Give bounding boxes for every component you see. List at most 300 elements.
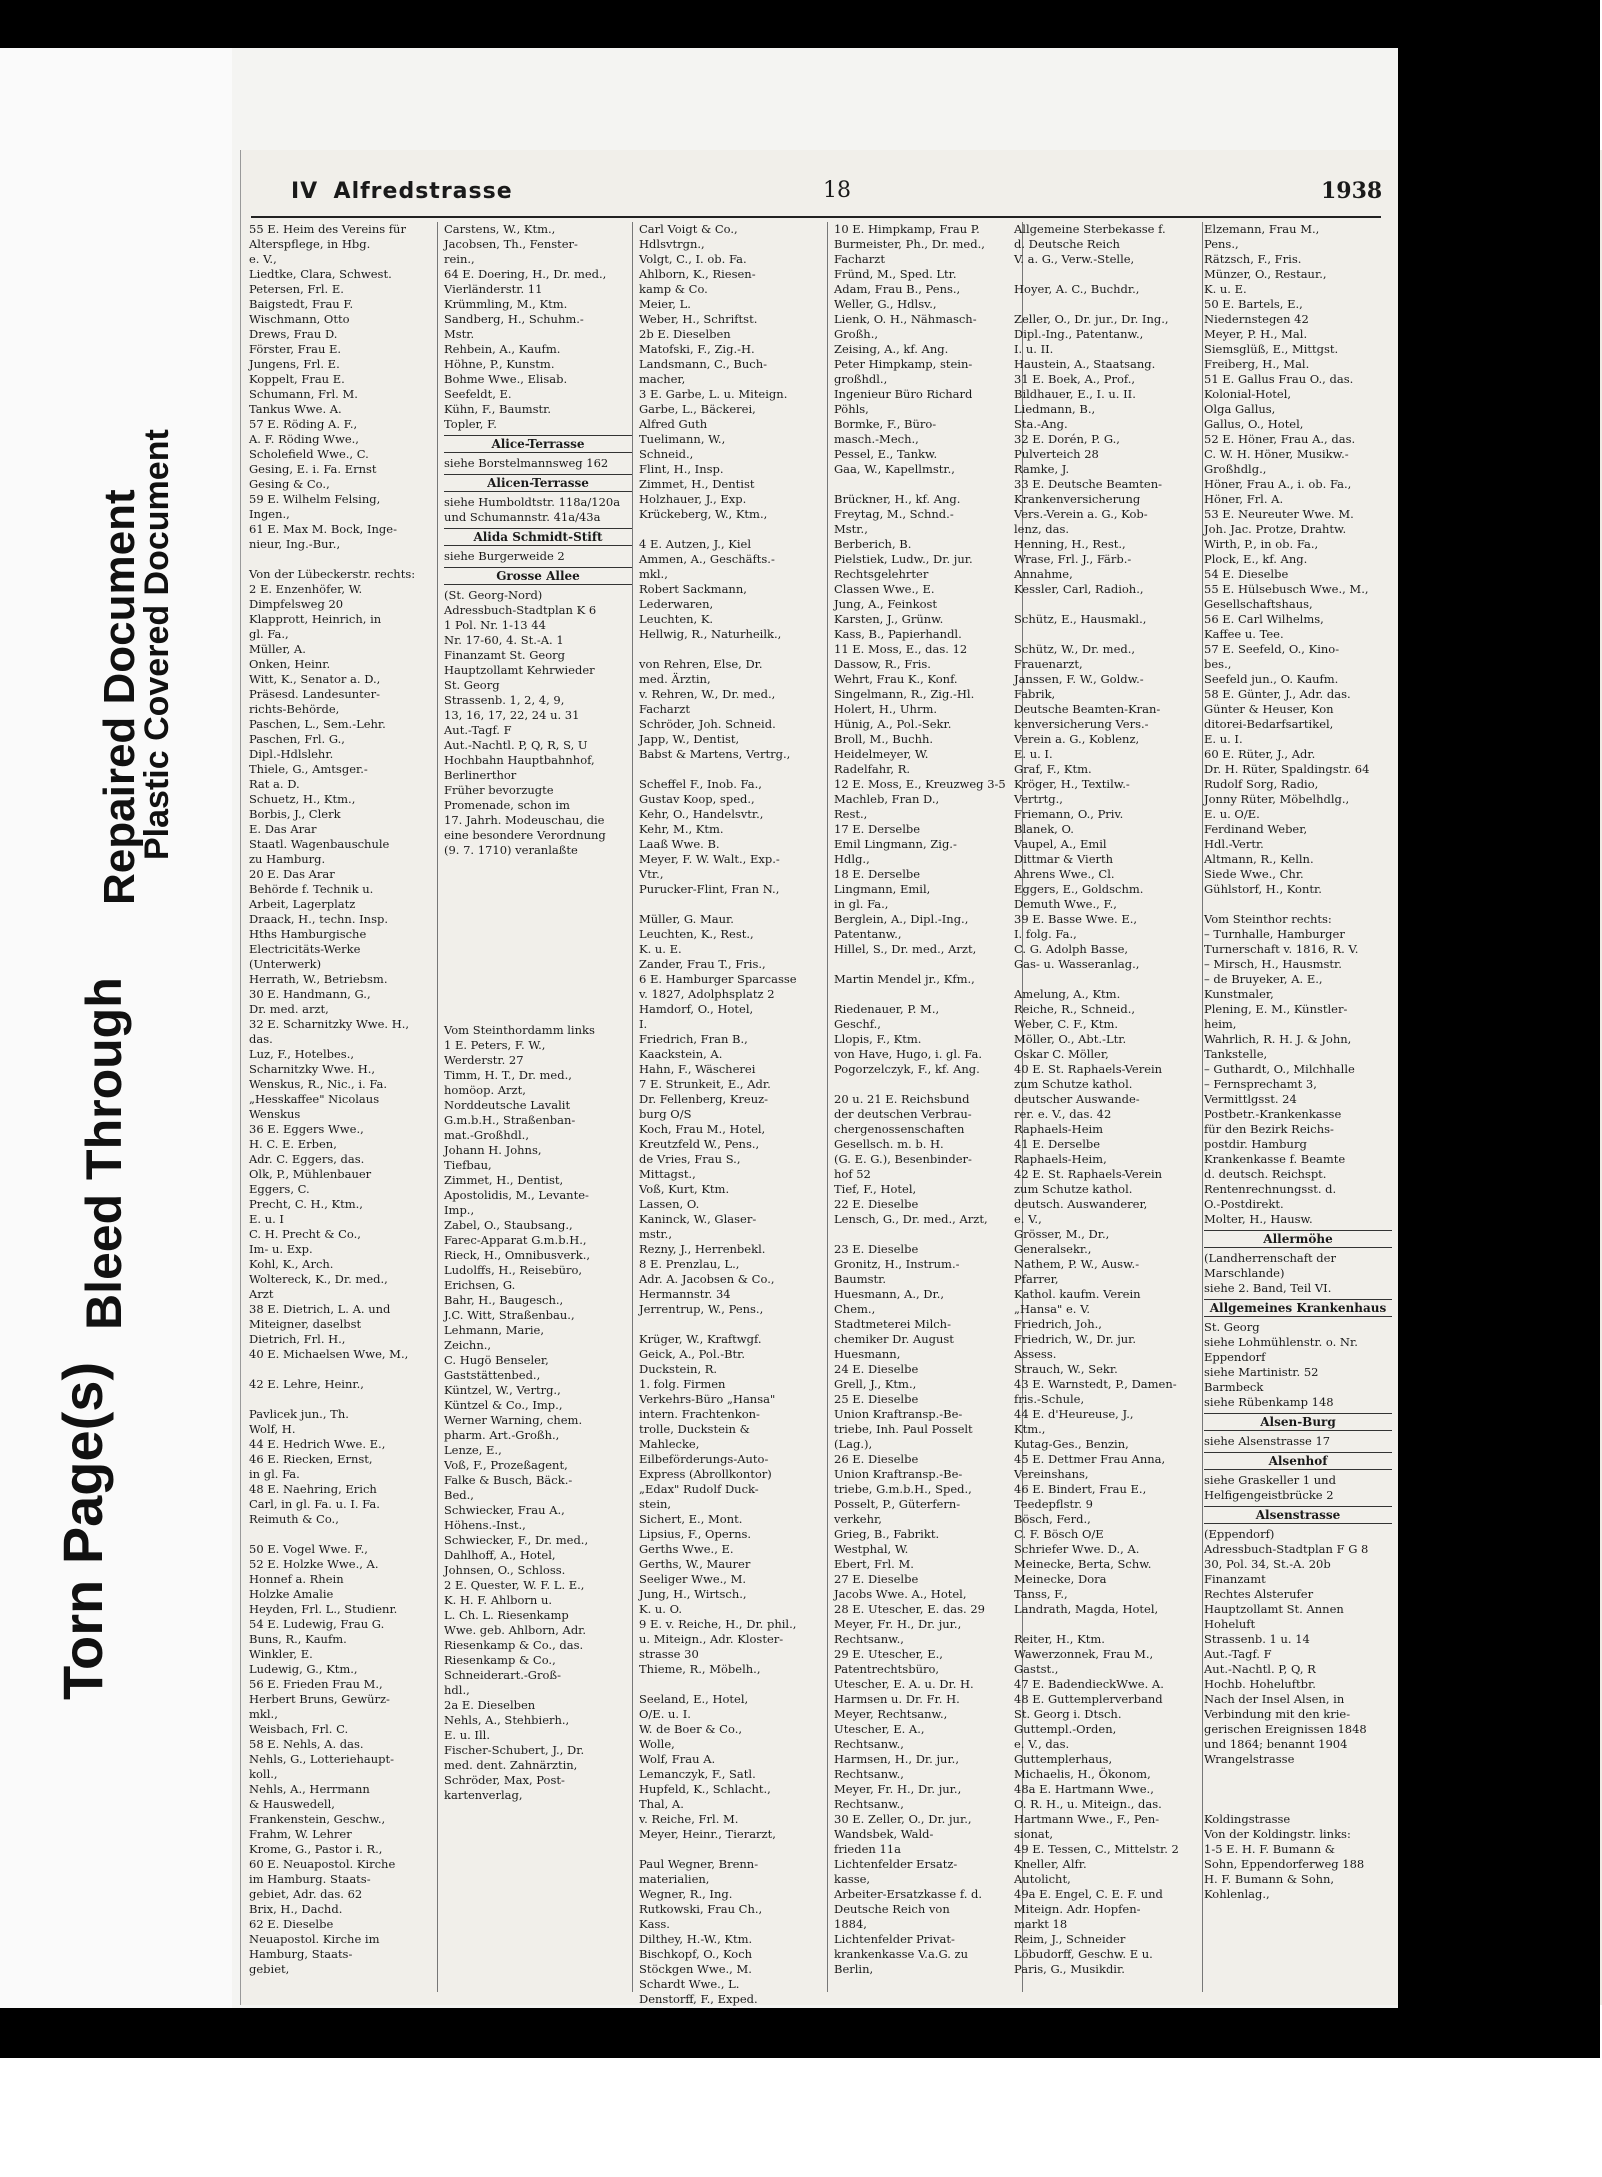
directory-entry: Nach der Insel Alsen, in xyxy=(1204,1692,1345,1706)
directory-entry: Seeland, E., Hotel, xyxy=(639,1692,749,1706)
directory-entry: Facharzt xyxy=(639,702,690,716)
directory-entry: Joh. Jac. Protze, Drahtw. xyxy=(1204,522,1347,536)
directory-entry: Onken, Heinr. xyxy=(249,657,331,671)
directory-entry: Altmann, R., Kelln. xyxy=(1204,852,1314,866)
directory-entry: Möller, O., Abt.-Ltr. xyxy=(1014,1032,1127,1046)
directory-entry xyxy=(1204,897,1392,912)
directory-entry: Paris, G., Musikdir. xyxy=(1014,1962,1125,1976)
directory-entry: Autolicht, xyxy=(1014,1872,1071,1886)
directory-entry: 29 E. Utescher, E., xyxy=(834,1647,943,1661)
directory-entry: „Edax" Rudolf Duck- xyxy=(639,1482,759,1496)
directory-entry: Norddeutsche Lavalit xyxy=(444,1098,571,1112)
directory-entry: K. H. F. Ahlborn u. xyxy=(444,1593,553,1607)
directory-entry: richts-Behörde, xyxy=(249,702,340,716)
directory-entry: Meyer, Heinr., Tierarzt, xyxy=(639,1827,776,1841)
directory-entry: Rechtsanw., xyxy=(834,1632,904,1646)
column-6 xyxy=(1204,222,1392,1992)
directory-entry: Vers.-Verein a. G., Kob- xyxy=(1014,507,1148,521)
directory-entry: Kutag-Ges., Benzin, xyxy=(1014,1437,1129,1451)
directory-entry: (9. 7. 1710) veranlaßte xyxy=(444,843,578,857)
directory-entry: (Lag.), xyxy=(834,1437,873,1451)
directory-entry: 23 E. Dieselbe xyxy=(834,1242,919,1256)
directory-entry: Utescher, E. A., xyxy=(834,1722,925,1736)
directory-entry: 30, Pol. 34, St.-A. 20b xyxy=(1204,1557,1331,1571)
directory-entry: d. Deutsche Reich xyxy=(1014,237,1120,251)
directory-entry: Annahme, xyxy=(1014,567,1073,581)
directory-entry: Schriefer Wwe. D., A. xyxy=(1014,1542,1140,1556)
directory-entry: Grösser, M., Dr., xyxy=(1014,1227,1110,1241)
directory-entry: Lemanczyk, F., Satl. xyxy=(639,1767,756,1781)
directory-entry: Arbeit, Lagerplatz xyxy=(249,897,356,911)
directory-entry: – Fernsprechamt 3, xyxy=(1204,1077,1317,1091)
directory-entry: Hoheluft xyxy=(1204,1617,1256,1631)
directory-entry: Oskar C. Möller, xyxy=(1014,1047,1109,1061)
directory-entry xyxy=(639,642,827,657)
directory-entry: 36 E. Eggers Wwe., xyxy=(249,1122,364,1136)
directory-entry: Jacobs Wwe. A., Hotel, xyxy=(834,1587,967,1601)
directory-entry: Zander, Frau T., Fris., xyxy=(639,957,766,971)
directory-entry: Promenade, schon im xyxy=(444,798,570,812)
directory-entry: Bildhauer, E., I. u. II. xyxy=(1014,387,1136,401)
directory-entry: Krückeberg, W., Ktm., xyxy=(639,507,768,521)
directory-entry: 28 E. Utescher, E. das. 29 xyxy=(834,1602,985,1616)
directory-entry: 2 E. Enzenhöfer, W. xyxy=(249,582,363,596)
directory-entry: 33 E. Deutsche Beamten- xyxy=(1014,477,1162,491)
label-torn-pages: Torn Page(s) xyxy=(51,1361,114,1700)
directory-entry: Pessel, E., Tankw. xyxy=(834,447,938,461)
directory-entry: Reim, J., Schneider xyxy=(1014,1932,1126,1946)
directory-entry: burg O/S xyxy=(639,1107,692,1121)
directory-entry: Hths Hamburgische xyxy=(249,927,367,941)
directory-entry: siehe Graskeller 1 und xyxy=(1204,1473,1336,1487)
directory-entry: Hdl.-Vertr. xyxy=(1204,837,1264,851)
page-number: 18 xyxy=(823,178,851,203)
directory-entry: Friedrich, Joh., xyxy=(1014,1317,1102,1331)
directory-entry: Strauch, W., Sekr. xyxy=(1014,1362,1118,1376)
directory-entry: Rechtsanw., xyxy=(834,1797,904,1811)
directory-entry: Guttempl.-Orden, xyxy=(1014,1722,1117,1736)
directory-entry: 60 E. Neuapostol. Kirche xyxy=(249,1857,396,1871)
directory-entry: Holzke Amalie xyxy=(249,1587,334,1601)
directory-entry: de Vries, Frau S., xyxy=(639,1152,741,1166)
directory-entry: Wolf, Frau A. xyxy=(639,1752,716,1766)
directory-entry: gebiet, Adr. das. 62 xyxy=(249,1887,363,1901)
directory-entry: 27 E. Dieselbe xyxy=(834,1572,919,1586)
directory-entry: 64 E. Doering, H., Dr. med., xyxy=(444,267,607,281)
directory-entry: Zabel, O., Staubsang., xyxy=(444,1218,573,1232)
directory-entry xyxy=(444,858,632,873)
directory-entry: Broll, M., Buchh. xyxy=(834,732,934,746)
directory-entry: koll., xyxy=(249,1767,278,1781)
directory-entry: Adressbuch-Stadtplan K 6 xyxy=(444,603,597,617)
directory-entry: Babst & Martens, Vertrg., xyxy=(639,747,791,761)
directory-entry: Hauptzollamt Kehrwieder xyxy=(444,663,595,677)
directory-entry: Müller, G. Maur. xyxy=(639,912,734,926)
directory-entry: Ahlborn, K., Riesen- xyxy=(639,267,756,281)
directory-entry: Strassenb. 1 u. 14 xyxy=(1204,1632,1310,1646)
column-2 xyxy=(444,222,633,1992)
directory-entry: O. R. H., u. Miteign., das. xyxy=(1014,1797,1162,1811)
directory-entry: Vierländerstr. 11 xyxy=(444,282,543,296)
directory-entry: Reiche, R., Schneid., xyxy=(1014,1002,1136,1016)
page-year: 1938 xyxy=(1321,178,1383,204)
directory-entry: Aut.-Tagf. F xyxy=(1204,1647,1272,1661)
directory-entry: Liedmann, B., xyxy=(1014,402,1096,416)
directory-entry: Küntzel & Co., Imp., xyxy=(444,1398,563,1412)
directory-entry: 24 E. Dieselbe xyxy=(834,1362,919,1376)
directory-entry: Postbetr.-Krankenkasse xyxy=(1204,1107,1342,1121)
directory-entry: C. H. Precht & Co., xyxy=(249,1227,361,1241)
directory-entry: 38 E. Dietrich, L. A. und xyxy=(249,1302,391,1316)
directory-entry: 56 E. Frieden Frau M., xyxy=(249,1677,383,1691)
directory-entry: Hünig, A., Pol.-Sekr. xyxy=(834,717,952,731)
directory-entry: Olga Gallus, xyxy=(1204,402,1276,416)
directory-entry: Meinecke, Dora xyxy=(1014,1572,1107,1586)
directory-entry: Frahm, W. Lehrer xyxy=(249,1827,352,1841)
directory-entry: Von der Lübeckerstr. rechts: xyxy=(249,567,416,581)
directory-entry: Löbudorff, Geschw. E u. xyxy=(1014,1947,1153,1961)
directory-entry: 60 E. Rüter, J., Adr. xyxy=(1204,747,1316,761)
directory-entry: Martin Mendel jr., Kfm., xyxy=(834,972,975,986)
directory-entry xyxy=(1014,1617,1202,1632)
directory-entry: 17. Jahrh. Modeuschau, die xyxy=(444,813,605,827)
directory-entry: Gerths, W., Maurer xyxy=(639,1557,751,1571)
directory-entry: Tiefbau, xyxy=(444,1158,492,1172)
directory-entry: Friedrich, Fran B., xyxy=(639,1032,748,1046)
directory-entry: Schuetz, H., Ktm., xyxy=(249,792,356,806)
directory-entry: Berglein, A., Dipl.-Ing., xyxy=(834,912,969,926)
directory-entry: Geick, A., Pol.-Btr. xyxy=(639,1347,746,1361)
directory-entry: Jerrentrup, W., Pens., xyxy=(639,1302,764,1316)
directory-entry: Express (Abrollkontor) xyxy=(639,1467,772,1481)
directory-entry: Janssen, F. W., Goldw.- xyxy=(1014,672,1144,686)
directory-entry: 40 E. Michaelsen Wwe, M., xyxy=(249,1347,409,1361)
directory-entry: Union Kraftransp.-Be- xyxy=(834,1467,963,1481)
directory-entry: Lipsius, F., Operns. xyxy=(639,1527,752,1541)
directory-entry: Kohl, K., Arch. xyxy=(249,1257,334,1271)
directory-entry: Riesenkamp & Co., das. xyxy=(444,1638,584,1652)
column-4 xyxy=(834,222,1023,1992)
directory-entry: Wolf, H. xyxy=(249,1422,296,1436)
directory-entry: Baigstedt, Frau F. xyxy=(249,297,354,311)
directory-entry: 1 E. Peters, F. W., xyxy=(444,1038,546,1052)
directory-entry: – de Bruyeker, A. E., xyxy=(1204,972,1323,986)
directory-entry: Heyden, Frl. L., Studienr. xyxy=(249,1602,398,1616)
directory-entry: für den Bezirk Reichs- xyxy=(1204,1122,1334,1136)
directory-entry: Drews, Frau D. xyxy=(249,327,338,341)
directory-entry: 20 u. 21 E. Reichsbund xyxy=(834,1092,970,1106)
directory-entry: 44 E. Hedrich Wwe. E., xyxy=(249,1437,386,1451)
directory-entry: Harmsen, H., Dr. jur., xyxy=(834,1752,959,1766)
directory-entry: Bösch, Ferd., xyxy=(1014,1512,1091,1526)
directory-entry: Guttemplerhaus, xyxy=(1014,1752,1113,1766)
directory-entry: Apostolidis, M., Levante- xyxy=(444,1188,589,1202)
directory-entry: Scheffel F., Inob. Fa., xyxy=(639,777,762,791)
directory-entry: Zimmet, H., Dentist, xyxy=(444,1173,564,1187)
directory-entry: kasse, xyxy=(834,1872,871,1886)
directory-entry: Michaelis, H., Ökonom, xyxy=(1014,1767,1151,1781)
directory-entry: Werner Warning, chem. xyxy=(444,1413,583,1427)
directory-entry: E. u. Ill. xyxy=(444,1728,490,1742)
header-rule xyxy=(251,216,1381,218)
directory-entry: Hillel, S., Dr. med., Arzt, xyxy=(834,942,977,956)
directory-entry: Krankenkasse f. Beamte xyxy=(1204,1152,1346,1166)
directory-entry: siehe Rübenkamp 148 xyxy=(1204,1395,1334,1409)
directory-entry: Krüger, W., Kraftwgf. xyxy=(639,1332,762,1346)
directory-entry: heim, xyxy=(1204,1017,1237,1031)
directory-entry: deutscher Auswande- xyxy=(1014,1092,1140,1106)
scan-border-top xyxy=(0,0,1600,48)
directory-entry: Dassow, R., Fris. xyxy=(834,657,931,671)
directory-entry: Von der Koldingstr. links: xyxy=(1204,1827,1351,1841)
directory-entry: Carstens, W., Ktm., xyxy=(444,222,556,236)
directory-entry: Erichsen, G. xyxy=(444,1278,516,1292)
directory-entry: Arzt xyxy=(249,1287,274,1301)
directory-entry: Rieck, H., Omnibusverk., xyxy=(444,1248,591,1262)
directory-entry: Meier, L. xyxy=(639,297,691,311)
directory-entry: Fabrik, xyxy=(1014,687,1056,701)
directory-entry: Meinecke, Berta, Schw. xyxy=(1014,1557,1152,1571)
directory-entry: Bormke, F., Büro- xyxy=(834,417,937,431)
directory-entry: Kröger, H., Textilw.- xyxy=(1014,777,1130,791)
directory-entry: Raphaels-Heim, xyxy=(1014,1152,1107,1166)
directory-entry: Eggers, E., Goldschm. xyxy=(1014,882,1144,896)
directory-entry: Jonny Rüter, Möbelhdlg., xyxy=(1204,792,1350,806)
directory-entry: 1. folg. Firmen xyxy=(639,1377,726,1391)
directory-entry: Teedepflstr. 9 xyxy=(1014,1497,1093,1511)
directory-entry xyxy=(639,522,827,537)
directory-entry: Nehls, A., Stehbierh., xyxy=(444,1713,570,1727)
directory-entry: Schneiderart.-Groß- xyxy=(444,1668,561,1682)
directory-entry: Eilbeförderungs-Auto- xyxy=(639,1452,769,1466)
directory-entry: O/E. u. I. xyxy=(639,1707,691,1721)
directory-entry: Honnef a. Rhein xyxy=(249,1572,344,1586)
directory-entry: siehe Burgerweide 2 xyxy=(444,549,565,563)
directory-entry: Seeliger Wwe., M. xyxy=(639,1572,747,1586)
directory-entry xyxy=(444,873,632,888)
directory-entry: gebiet, xyxy=(249,1962,290,1976)
directory-entry: Brückner, H., kf. Ang. xyxy=(834,492,961,506)
directory-entry: Turnerschaft v. 1816, R. V. xyxy=(1204,942,1359,956)
directory-entry: Kaffee u. Tee. xyxy=(1204,627,1284,641)
directory-entry: C. W. H. Höner, Musikw.- xyxy=(1204,447,1349,461)
directory-entry: Nr. 17-60, 4. St.-A. 1 xyxy=(444,633,564,647)
directory-entry: Präsesd. Landesunter- xyxy=(249,687,380,701)
directory-entry: Carl, in gl. Fa. u. I. Fa. xyxy=(249,1497,380,1511)
directory-entry: Jacobsen, Th., Fenster- xyxy=(444,237,578,251)
directory-entry: Verkehrs-Büro „Hansa" xyxy=(639,1392,776,1406)
directory-entry: Schütz, E., Hausmakl., xyxy=(1014,612,1147,626)
street-name: Alfredstrasse xyxy=(333,179,513,204)
directory-entry: Friedrich, W., Dr. jur. xyxy=(1014,1332,1137,1346)
directory-entry xyxy=(444,1008,632,1023)
directory-entry: Kreutzfeld W., Pens., xyxy=(639,1137,760,1151)
directory-entry: 17 E. Derselbe xyxy=(834,822,921,836)
directory-entry: Lenze, E., xyxy=(444,1443,502,1457)
directory-entry: Höhens.-Inst., xyxy=(444,1518,526,1532)
directory-entry: Siemsglüß, E., Mittgst. xyxy=(1204,342,1339,356)
directory-entry: Vtr., xyxy=(639,867,664,881)
directory-entry: Sichert, E., Mont. xyxy=(639,1512,743,1526)
directory-entry: Kessler, Carl, Radioh., xyxy=(1014,582,1144,596)
directory-entry: Scholefield Wwe., C. xyxy=(249,447,369,461)
directory-entry: 25 E. Dieselbe xyxy=(834,1392,919,1406)
directory-entry: Holzhauer, J., Exp. xyxy=(639,492,747,506)
directory-entry: 2a E. Dieselben xyxy=(444,1698,536,1712)
directory-entry: Dr. Fellenberg, Kreuz- xyxy=(639,1092,769,1106)
street-heading: Alsenstrasse xyxy=(1204,1506,1392,1524)
directory-entry: med. Ärztin, xyxy=(639,672,711,686)
directory-entry: Lienk, O. H., Nähmasch- xyxy=(834,312,977,326)
directory-entry: Radelfahr, R. xyxy=(834,762,911,776)
directory-entry: Sta.-Ang. xyxy=(1014,417,1068,431)
directory-entry: 6 E. Hamburger Sparcasse xyxy=(639,972,797,986)
directory-entry: Pogorzelczyk, F., kf. Ang. xyxy=(834,1062,980,1076)
directory-entry: I. u. II. xyxy=(1014,342,1054,356)
directory-entry: L. Ch. L. Riesenkamp xyxy=(444,1608,569,1622)
directory-entry xyxy=(444,888,632,903)
directory-entry: Kehr, O., Handelsvtr., xyxy=(639,807,764,821)
directory-entry: stein, xyxy=(639,1497,672,1511)
directory-entry: Hamburg, Staats- xyxy=(249,1947,353,1961)
directory-entry: Dittmar & Vierth xyxy=(1014,852,1114,866)
directory-entry: Weller, G., Hdlsv., xyxy=(834,297,937,311)
directory-entry: Graf, F., Ktm. xyxy=(1014,762,1092,776)
directory-entry: Frauenarzt, xyxy=(1014,657,1083,671)
directory-entry: Assess. xyxy=(1014,1347,1057,1361)
directory-entry: siehe Martinistr. 52 xyxy=(1204,1365,1319,1379)
directory-entry: chemiker Dr. August xyxy=(834,1332,954,1346)
directory-entry: in gl. Fa. xyxy=(249,1467,300,1481)
directory-entry: postdir. Hamburg xyxy=(1204,1137,1307,1151)
directory-entry: I. folg. Fa., xyxy=(1014,927,1077,941)
directory-entry: macher, xyxy=(639,372,686,386)
directory-entry: Aut.-Nachtl. P, Q, R, S, U xyxy=(444,738,588,752)
directory-entry: Meyer, Fr. H., Dr. jur., xyxy=(834,1782,962,1796)
directory-entry: (G. E. G.), Besenbinder- xyxy=(834,1152,972,1166)
directory-entry: Wandsbek, Wald- xyxy=(834,1827,934,1841)
directory-entry xyxy=(1014,627,1202,642)
directory-entry: (Unterwerk) xyxy=(249,957,322,971)
scan-margin-bottom xyxy=(0,2058,1600,2177)
directory-entry: Ingen., xyxy=(249,507,290,521)
directory-entry: H. F. Bumann & Sohn, xyxy=(1204,1872,1335,1886)
directory-entry: Voß, F., Prozeßagent, xyxy=(444,1458,568,1472)
directory-entry: frieden 11a xyxy=(834,1842,901,1856)
directory-entry: Mahlecke, xyxy=(639,1437,700,1451)
directory-entry: Behörde f. Technik u. xyxy=(249,882,374,896)
directory-entry xyxy=(639,762,827,777)
directory-entry: Woltereck, K., Dr. med., xyxy=(249,1272,388,1286)
directory-entry: 1884, xyxy=(834,1917,867,1931)
page-header xyxy=(241,178,1401,214)
directory-entry: Wahrlich, R. H. J. & John, xyxy=(1204,1032,1352,1046)
directory-entry: Werderstr. 27 xyxy=(444,1053,524,1067)
directory-entry: Heidelmeyer, W. xyxy=(834,747,929,761)
directory-entry: zum Schutze kathol. xyxy=(1014,1182,1133,1196)
directory-entry: Molter, H., Hausw. xyxy=(1204,1212,1313,1226)
directory-entry: 42 E. Lehre, Heinr., xyxy=(249,1377,364,1391)
directory-entry xyxy=(639,1842,827,1857)
directory-entry: Rutkowski, Frau Ch., xyxy=(639,1902,763,1916)
directory-entry: E. u. I. xyxy=(1014,747,1053,761)
directory-entry: Bohme Wwe., Elisab. xyxy=(444,372,568,386)
directory-entry: Paschen, L., Sem.-Lehr. xyxy=(249,717,386,731)
directory-entry: markt 18 xyxy=(1014,1917,1068,1931)
directory-entry: Berberich, B. xyxy=(834,537,912,551)
directory-entry: Dipl.-Ing., Patentanw., xyxy=(1014,327,1144,341)
directory-entry: Witt, K., Senator a. D., xyxy=(249,672,381,686)
directory-entry: 47 E. BadendieckWwe. A. xyxy=(1014,1677,1164,1691)
directory-entry: gl. Fa., xyxy=(249,627,289,641)
directory-entry: – Mirsch, H., Hausmstr. xyxy=(1204,957,1342,971)
directory-entry xyxy=(249,1392,437,1407)
directory-entry: Vom Steinthor rechts: xyxy=(1204,912,1332,926)
directory-entry: 55 E. Heim des Vereins für xyxy=(249,222,406,236)
directory-entry xyxy=(444,948,632,963)
directory-entry: Wenskus xyxy=(249,1107,301,1121)
directory-entry: Carl Voigt & Co., xyxy=(639,222,738,236)
directory-entry: Riesenkamp & Co., xyxy=(444,1653,556,1667)
directory-entry: Küntzel, W., Vertrg., xyxy=(444,1383,561,1397)
directory-entry: 1 Pol. Nr. 1-13 44 xyxy=(444,618,546,632)
directory-entry: V. a. G., Verw.-Stelle, xyxy=(1014,252,1135,266)
directory-entry: Schütz, W., Dr. med., xyxy=(1014,642,1136,656)
directory-entry: Vom Steinthordamm links xyxy=(444,1023,595,1037)
directory-entry: 45 E. Dettmer Frau Anna, xyxy=(1014,1452,1166,1466)
directory-entry: Elzemann, Frau M., xyxy=(1204,222,1320,236)
directory-entry: 48a E. Hartmann Wwe., xyxy=(1014,1782,1154,1796)
directory-entry: Adressbuch-Stadtplan F G 8 xyxy=(1204,1542,1369,1556)
directory-entry: Arbeiter-Ersatzkasse f. d. xyxy=(834,1887,983,1901)
directory-entry: Ramke, J. xyxy=(1014,462,1070,476)
directory-entry: 44 E. d'Heureuse, J., xyxy=(1014,1407,1134,1421)
directory-entry: K. u. E. xyxy=(1204,282,1247,296)
directory-entry: Koldingstrasse xyxy=(1204,1812,1291,1826)
directory-entry: Dr. med. arzt, xyxy=(249,1002,329,1016)
directory-entry: Müller, A. xyxy=(249,642,306,656)
directory-entry: – Guthardt, O., Milchhalle xyxy=(1204,1062,1355,1076)
directory-entry: Gerths Wwe., E. xyxy=(639,1542,734,1556)
directory-entry: Kehr, M., Ktm. xyxy=(639,822,724,836)
directory-entry: materialien, xyxy=(639,1872,710,1886)
directory-entry: Bischkopf, O., Koch xyxy=(639,1947,753,1961)
directory-entry: „Hesskaffee" Nicolaus xyxy=(249,1092,380,1106)
directory-entry: 11 E. Moss, E., das. 12 xyxy=(834,642,968,656)
directory-entry: (Landherrenschaft der xyxy=(1204,1251,1336,1265)
directory-entry: Vertrtg., xyxy=(1014,792,1063,806)
directory-entry: Pielstiek, Ludw., Dr. jur. xyxy=(834,552,973,566)
directory-entry: Hdlsvtrgn., xyxy=(639,237,705,251)
directory-entry: e. V., das. xyxy=(1014,1737,1070,1751)
directory-entry: Vermittlgsst. 24 xyxy=(1204,1092,1297,1106)
directory-entry: Alfred Guth xyxy=(639,417,708,431)
directory-entry: Harmsen u. Dr. Fr. H. xyxy=(834,1692,960,1706)
directory-entry: rein., xyxy=(444,252,475,266)
directory-entry: 4 E. Autzen, J., Kiel xyxy=(639,537,752,551)
directory-entry: Dietrich, Frl. H., xyxy=(249,1332,346,1346)
directory-entry: Huesmann, xyxy=(834,1347,901,1361)
directory-entry: Seefeld jun., O. Kaufm. xyxy=(1204,672,1339,686)
directory-entry: Topler, F. xyxy=(444,417,497,431)
directory-entry xyxy=(834,957,1022,972)
directory-entry: 52 E. Holzke Wwe., A. xyxy=(249,1557,379,1571)
directory-entry: Amelung, A., Ktm. xyxy=(1014,987,1121,1001)
directory-entry: Robert Sackmann, xyxy=(639,582,747,596)
column-3 xyxy=(639,222,828,2006)
directory-entry: im Hamburg. Staats- xyxy=(249,1872,371,1886)
directory-entry: mkl., xyxy=(249,1707,278,1721)
